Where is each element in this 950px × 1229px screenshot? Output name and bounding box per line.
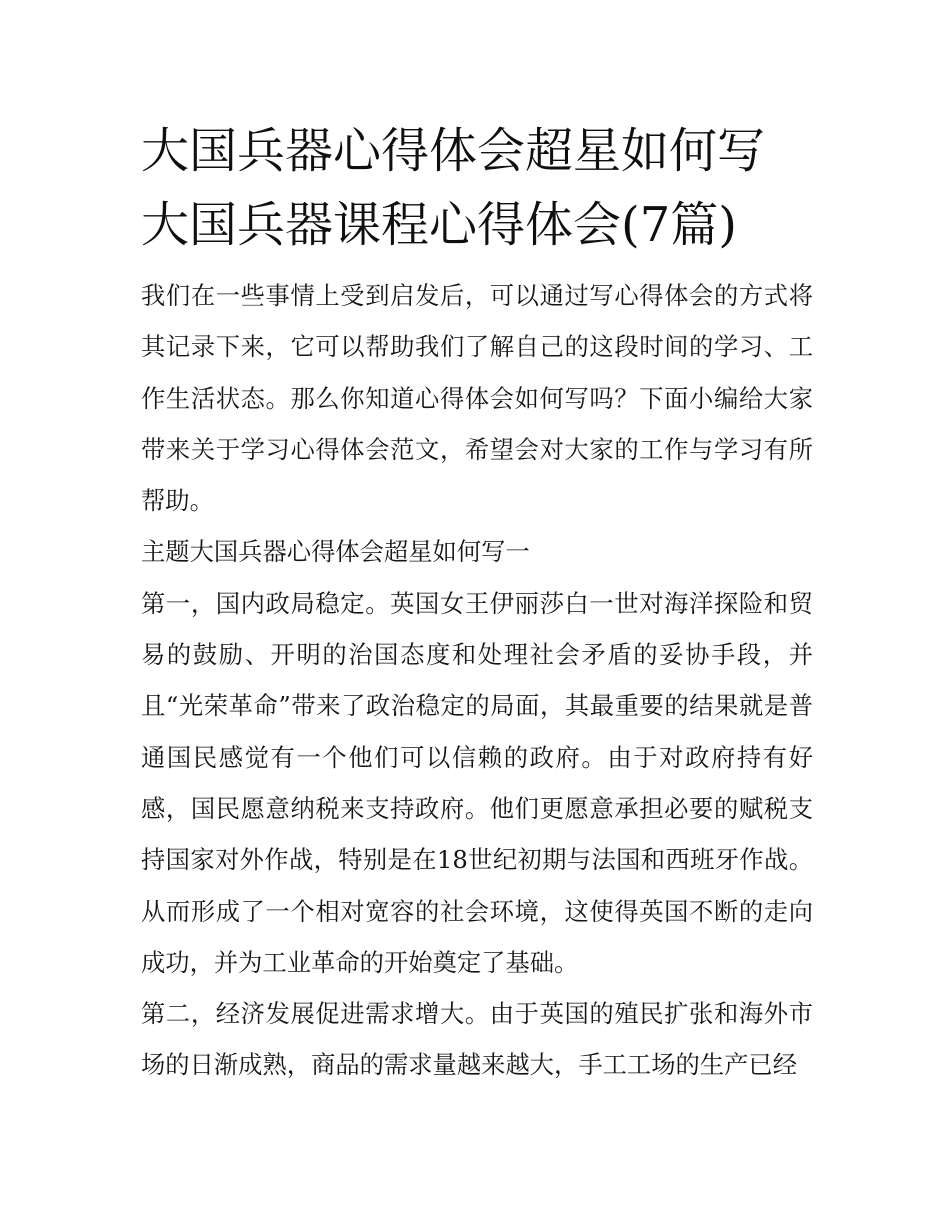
- title-line-2: 大国兵器课程心得体会(7篇): [141, 197, 737, 253]
- document-content: [141, 114, 813, 1091]
- body-paragraph-2: 第二，经济发展促进需求增大。由于英国的殖民扩张和海外市场的日渐成熟，商品的需求量越来越大，手工工场的生产已经: [141, 999, 813, 1080]
- intro-paragraph: 我们在一些事情上受到启发后，可以通过写心得体会的方式将其记录下来，它可以帮助我们了解自己的这段时间的学习、工作生活状态。那么你知道心得体会如何写吗？下面小编给大家带来关于学习心得体会范文，希望会对大家的工作与学习有所帮助。: [141, 281, 813, 516]
- document-title: [141, 114, 813, 262]
- body-paragraph-1: 第一，国内政局稳定。英国女王伊丽莎白一世对海洋探险和贸易的鼓励、开明的治国态度和处理社会矛盾的妥协手段，并且“光荣革命”带来了政治稳定的局面，其最重要的结果就是普通国民感觉有一个他们可以信赖的政府。由于对政府持有好感，国民愿意纳税来支持政府。他们更愿意承担必要的赋税支持国家对外作战，特别是在18世纪初期与法国和西班牙作战。从而形成了一个相对宽容的社会环境，这使得英国不断的走向成功，并为工业革命的开始奠定了基础。: [141, 588, 813, 977]
- title-line-1: 大国兵器心得体会超星如何写: [141, 123, 766, 179]
- section-heading: 主题大国兵器心得体会超星如何写一: [141, 537, 530, 567]
